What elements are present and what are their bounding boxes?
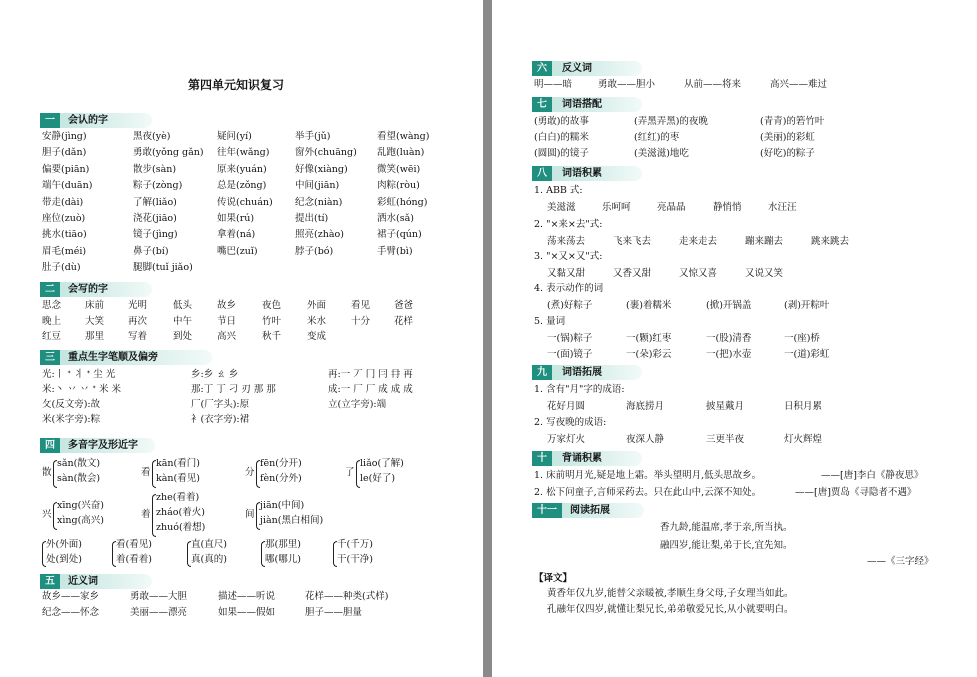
word-pinyin: 好像(xiàng) (295, 163, 348, 175)
polyphone-reading: liǎo(了解) (360, 458, 404, 469)
word-pinyin: 脖子(bó) (295, 245, 334, 257)
word-pinyin: 带走(dài) (42, 196, 84, 208)
section-number: 六 (532, 61, 552, 76)
similar-char: 直(直尺) (191, 539, 227, 550)
similar-char: 千(千万) (337, 539, 373, 550)
idiom: 花好月圆 (547, 401, 586, 412)
right-page (492, 0, 977, 677)
section-header-7 (532, 97, 642, 112)
section-number: 八 (532, 166, 552, 181)
section-number: 四 (40, 438, 60, 453)
section-number: 三 (40, 350, 60, 365)
word-pinyin: 拿着(ná) (217, 229, 256, 241)
section-label: 会认的字 (68, 115, 108, 126)
antonym-pair: 高兴——难过 (770, 79, 828, 90)
idiom: 海底捞月 (626, 401, 665, 412)
section-number: 九 (532, 365, 552, 380)
question: 2. 写夜晚的成语: (534, 417, 607, 428)
word-pinyin: 洒水(sǎ) (377, 213, 414, 224)
write-word: 米水 (307, 315, 327, 327)
write-word: 秋千 (262, 331, 282, 342)
idiom: 三更半夜 (706, 434, 745, 445)
polyphone-char: 看 (141, 467, 151, 478)
write-word: 大笑 (85, 315, 105, 327)
write-word: 中午 (173, 315, 193, 327)
word-pinyin: 嘴巴(zuǐ) (217, 245, 258, 257)
word-pinyin: 照亮(zhào) (295, 229, 344, 241)
section-header-9 (532, 365, 642, 380)
section-header-4 (40, 438, 155, 453)
polyphone-reading: sǎn(散文) (57, 458, 101, 469)
word-pinyin: 手臂(bì) (377, 245, 413, 257)
word-pinyin: 传说(chuán) (217, 196, 273, 208)
write-word: 低头 (173, 300, 193, 311)
section-label: 多音字及形近字 (68, 440, 138, 451)
word-pinyin: 粽子(zòng) (133, 180, 183, 192)
write-word: 到处 (173, 331, 193, 342)
stroke-order: 攵(反文旁):故 (42, 399, 101, 410)
word-pinyin: 窗外(chuāng) (295, 147, 357, 159)
similar-char: 真(真的) (191, 554, 227, 565)
collocation: (勇敢)的故事 (534, 116, 589, 127)
section-number: 七 (532, 97, 552, 112)
write-word: 看见 (351, 300, 371, 311)
section-number: 十一 (532, 503, 562, 518)
word-pinyin: 如果(rú) (217, 213, 255, 224)
antonym-pair: 勇敢——胆小 (598, 79, 656, 90)
polyphone-reading: fēn(分开) (260, 458, 302, 469)
write-word: 那里 (85, 331, 105, 342)
word-pinyin: 了解(liǎo) (133, 196, 177, 208)
polyphone-reading: jiān(中间) (260, 500, 305, 511)
section-label: 词语搭配 (562, 99, 602, 110)
synonym-pair: 故乡——家乡 (42, 591, 100, 602)
section-label: 词语拓展 (562, 367, 602, 378)
write-word: 思念 (42, 300, 62, 311)
word: 一(把)水壶 (706, 349, 752, 360)
write-word: 高兴 (217, 331, 237, 342)
word-pinyin: 提出(tí) (295, 213, 329, 224)
collocation: (白白)的糯米 (534, 132, 589, 143)
idiom: 夜深人静 (626, 434, 665, 445)
section-header-2 (40, 282, 152, 297)
word-pinyin: 往年(wǎng) (217, 147, 270, 159)
poem-line: 1. 床前明月光,疑是地上霜。举头望明月,低头思故乡。 (534, 470, 762, 481)
polyphone-reading: jiàn(黑白相间) (260, 515, 324, 526)
write-word: 红豆 (42, 331, 62, 342)
section-header-10 (532, 451, 642, 466)
collocation: (圆圆)的镜子 (534, 148, 589, 159)
translation-line: 黄香年仅九岁,能替父亲暖被,孝顺生身父母,子女理当如此。 (547, 588, 794, 599)
section-label: 阅读拓展 (570, 505, 610, 516)
stroke-order: 衤(衣字旁):裙 (191, 414, 250, 425)
question: 5. 量词 (534, 316, 566, 327)
polyphone-reading: fèn(分外) (260, 473, 302, 484)
section-header-5 (40, 574, 152, 589)
polyphone-reading: kàn(看见) (156, 473, 200, 484)
stroke-order: 立(立字旁):端 (328, 399, 387, 410)
word-pinyin: 肚子(dù) (42, 262, 81, 274)
stroke-order: 再:一 丆 冂 冃 冄 再 (328, 369, 413, 380)
word-pinyin: 纪念(niàn) (295, 196, 343, 208)
write-word: 节日 (217, 315, 237, 327)
word-pinyin: 挑水(tiāo) (42, 229, 87, 241)
stroke-order: 成:一 厂 厂 成 成 成 (328, 384, 413, 395)
section-header-3 (40, 350, 212, 365)
word-pinyin: 浇花(jiāo) (133, 213, 177, 224)
polyphone-char: 分 (245, 467, 255, 478)
polyphone-char: 着 (141, 508, 151, 520)
similar-char: 那(那里) (265, 539, 301, 550)
word: (掀)开锅盖 (706, 300, 752, 311)
word-pinyin: 安静(jìng) (42, 131, 87, 142)
section-number: 二 (40, 282, 60, 297)
word: 美滋滋 (547, 202, 576, 213)
section-number: 十 (532, 451, 552, 466)
idiom: 万家灯火 (547, 434, 586, 445)
collocation: (美丽)的彩虹 (760, 132, 815, 143)
word-pinyin: 胆子(dǎn) (42, 147, 87, 159)
classic-line: 香九龄,能温席,孝于亲,所当执。 (660, 522, 793, 533)
polyphone-reading: le(好了) (360, 473, 396, 484)
word: 一(朵)彩云 (626, 349, 672, 360)
word-pinyin: 黑夜(yè) (133, 131, 171, 142)
word-pinyin: 看望(wàng) (377, 131, 430, 142)
write-word: 竹叶 (262, 315, 282, 327)
section-header-6 (532, 61, 642, 76)
idiom: 披星戴月 (706, 401, 745, 412)
write-word: 夜色 (262, 300, 282, 311)
word: 一(座)桥 (784, 333, 820, 344)
word-pinyin: 腿脚(tuǐ jiǎo) (133, 262, 193, 274)
write-word: 十分 (351, 315, 371, 327)
word: (煮)好粽子 (547, 300, 593, 311)
similar-char: 处(到处) (46, 554, 82, 565)
word: 亮晶晶 (657, 202, 686, 213)
word-pinyin: 疑问(yí) (217, 131, 252, 142)
word-pinyin: 鼻子(bí) (133, 245, 169, 257)
word-pinyin: 中间(jiān) (295, 180, 340, 192)
word: 又黏又甜 (547, 268, 586, 279)
section-label: 词语积累 (562, 168, 602, 179)
stroke-order: 光:丨 ᐩ 丬 ᐩ 尘 光 (42, 369, 116, 380)
polyphone-reading: zhuó(着想) (156, 522, 206, 533)
section-label: 背诵积累 (562, 453, 602, 464)
section-label: 重点生字笔顺及偏旁 (68, 352, 158, 363)
word: 又香又甜 (613, 268, 652, 279)
word-pinyin: 举手(jǔ) (295, 131, 331, 142)
word-pinyin: 裙子(qún) (377, 229, 422, 241)
write-word: 光明 (128, 300, 148, 311)
word: (剥)开粽叶 (784, 300, 830, 311)
section-label: 会写的字 (68, 284, 108, 295)
word: 一(道)彩虹 (784, 349, 830, 360)
synonym-pair: 描述——听说 (218, 591, 276, 602)
word: 一(股)清香 (706, 333, 752, 344)
polyphone-char: 散 (42, 467, 52, 478)
write-word: 外面 (307, 300, 327, 311)
section-label: 近义词 (68, 576, 98, 587)
word: 荡来荡去 (547, 236, 586, 247)
antonym-pair: 明——暗 (534, 79, 573, 90)
antonym-pair: 从前——将来 (684, 79, 742, 90)
poem-line: 2. 松下问童子,言师采药去。只在此山中,云深不知处。 (534, 487, 762, 498)
word: 又惊又喜 (679, 268, 718, 279)
idiom: 日积月累 (784, 401, 823, 412)
section-label: 反义词 (562, 63, 592, 74)
write-word: 晚上 (42, 315, 62, 327)
question: 1. ABB 式: (534, 185, 583, 196)
stroke-order: 乡:乡 ㄠ 乡 (191, 369, 239, 380)
classic-source: ——《三字经》 (867, 556, 934, 567)
word: 一(颗)红枣 (626, 333, 672, 344)
word-pinyin: 总是(zǒng) (217, 180, 267, 192)
idiom: 灯火辉煌 (784, 434, 823, 445)
polyphone-reading: zhe(看着) (156, 492, 200, 503)
word: 静悄悄 (713, 202, 742, 213)
polyphone-char: 间 (245, 509, 255, 520)
similar-char: 着(看着) (116, 554, 152, 565)
polyphone-reading: kān(看门) (156, 458, 200, 469)
stroke-order: 米(米字旁):粽 (42, 414, 101, 425)
similar-char: 看(看见) (116, 539, 152, 550)
word-pinyin: 原来(yuán) (217, 163, 267, 175)
synonym-pair: 纪念——怀念 (42, 607, 100, 618)
word: 跳来跳去 (811, 236, 850, 247)
polyphone-reading: xīng(兴奋) (57, 500, 105, 511)
section-header-8 (532, 166, 642, 181)
word: 乐呵呵 (602, 202, 631, 213)
poem-source: ——[唐]贾岛《寻隐者不遇》 (795, 487, 917, 498)
stroke-order: 厂(厂字头):原 (191, 399, 250, 410)
question: 3. "×又×又"式: (534, 251, 603, 262)
section-header-11 (532, 503, 644, 518)
write-word: 花样 (394, 315, 414, 327)
polyphone-reading: sàn(散会) (57, 473, 101, 484)
word: 又说又笑 (745, 268, 784, 279)
write-word: 故乡 (217, 300, 237, 311)
word-pinyin: 勇敢(yǒng gǎn) (133, 147, 204, 159)
translation-label: 【译文】 (534, 573, 573, 584)
word-pinyin: 眉毛(méi) (42, 245, 87, 257)
word: 走来走去 (679, 236, 718, 247)
word-pinyin: 肉粽(ròu) (377, 180, 420, 192)
classic-line: 融四岁,能让梨,弟于长,宜先知。 (660, 540, 793, 551)
word: 飞来飞去 (613, 236, 652, 247)
word-pinyin: 镜子(jìng) (133, 229, 178, 241)
collocation: (美滋滋)地吃 (634, 148, 689, 159)
collocation: (红红)的枣 (634, 132, 680, 143)
synonym-pair: 花样——种类(式样) (305, 591, 389, 602)
write-word: 床前 (85, 300, 105, 311)
synonym-pair: 美丽——漂亮 (130, 607, 188, 618)
synonym-pair: 如果——假如 (218, 607, 276, 618)
question: 1. 含有"月"字的成语: (534, 384, 625, 395)
similar-char: 外(外面) (46, 539, 82, 550)
write-word: 变成 (307, 331, 327, 342)
polyphone-char: 兴 (42, 509, 52, 520)
synonym-pair: 勇敢——大胆 (130, 591, 188, 602)
section-number: 五 (40, 574, 60, 589)
write-word: 再次 (128, 315, 148, 327)
stroke-order: 那:丁 丁 刁 刃 那 那 (191, 384, 276, 395)
left-page (0, 0, 483, 677)
synonym-pair: 胆子——胆量 (305, 607, 363, 618)
section-number: 一 (40, 113, 60, 128)
polyphone-reading: xìng(高兴) (57, 515, 105, 526)
page-title: 第四单元知识复习 (188, 78, 285, 92)
word-pinyin: 端午(duān) (42, 180, 93, 192)
stroke-order: 米:丶 丷 丷 ᐩ 米 米 (42, 384, 121, 395)
word: 蹦来蹦去 (745, 236, 784, 247)
collocation: (青青)的箬竹叶 (760, 116, 825, 127)
similar-char: 哪(哪儿) (265, 554, 301, 565)
question: 2. "×来×去"式: (534, 219, 603, 230)
word-pinyin: 乱跑(luàn) (377, 147, 425, 159)
translation-line: 孔融年仅四岁,就懂让梨兄长,弟弟敬爱兄长,从小就要明白。 (547, 604, 794, 615)
polyphone-char: 了 (345, 467, 355, 478)
word: 一(面)镜子 (547, 349, 593, 360)
word: 一(锅)粽子 (547, 333, 593, 344)
poem-source: ——[唐]李白《静夜思》 (821, 470, 924, 481)
word-pinyin: 座位(zuò) (42, 213, 86, 224)
word-pinyin: 散步(sàn) (133, 163, 177, 175)
question: 4. 表示动作的词 (534, 283, 604, 294)
word-pinyin: 彩虹(hóng) (377, 196, 428, 208)
write-word: 爸爸 (394, 300, 414, 311)
collocation: (弄黑弄黑)的夜晚 (634, 116, 708, 127)
polyphone-reading: zháo(着火) (156, 507, 205, 518)
word: (裹)着糯米 (626, 300, 672, 311)
collocation: (好吃)的粽子 (760, 148, 815, 159)
similar-char: 干(干净) (337, 554, 373, 565)
word-pinyin: 偏要(piān) (42, 163, 90, 175)
word: 水汪汪 (768, 202, 797, 213)
section-header-1 (40, 113, 152, 128)
write-word: 写着 (128, 331, 148, 342)
word-pinyin: 微笑(wēi) (377, 163, 421, 175)
